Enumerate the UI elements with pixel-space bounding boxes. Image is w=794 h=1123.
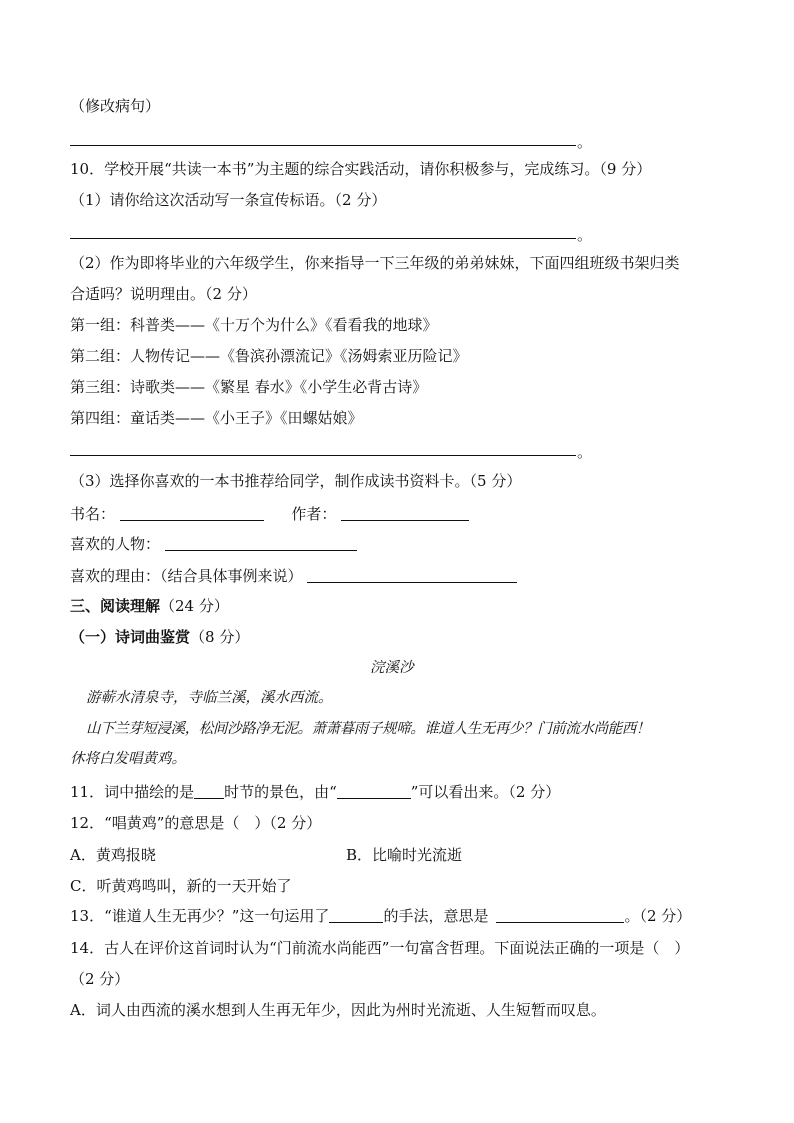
author-blank[interactable] <box>341 506 469 521</box>
poem-line-1: 山下兰芽短浸溪，松间沙路净无泥。萧萧暮雨子规啼。谁道人生无再少？门前流水尚能西！ <box>86 721 650 737</box>
question-12-option-a[interactable]: A．黄鸡报晓 <box>70 846 156 864</box>
subsection-1-score: （8 分） <box>190 628 250 646</box>
group-4: 第四组：童话类——《小王子》《田螺姑娘》 <box>70 409 363 427</box>
question-12-option-c[interactable]: C．听黄鸡鸣叫，新的一天开始了 <box>70 877 292 895</box>
meaning-blank[interactable] <box>496 908 624 923</box>
book-card-row-3 <box>70 565 517 585</box>
question-10-part-2-line-1: （2）作为即将毕业的六年级学生，你来指导一下三年级的弟弟妹妹，下面四组班级书架归类 <box>70 254 680 272</box>
question-13-part-1: 13．“谁道人生无再少？”这一句运用了 <box>70 907 330 925</box>
question-10-part-2-line-2: 合适吗？说明理由。（2 分） <box>70 285 257 303</box>
question-12-option-b[interactable]: B．比喻时光流逝 <box>346 846 463 864</box>
subsection-1-heading <box>70 627 249 647</box>
slogan-answer-period: 。 <box>577 226 593 244</box>
group-2: 第二组：人物传记——《鲁滨孙漂流记》《汤姆索亚历险记》 <box>70 347 468 365</box>
evidence-blank[interactable] <box>337 784 411 799</box>
favorite-character-label: 喜欢的人物： <box>70 535 161 553</box>
revise-note: （修改病句） <box>70 97 161 115</box>
question-10-part-3: （3）选择你喜欢的一本书推荐给同学，制作成读书资料卡。（5 分） <box>70 472 522 490</box>
group-3: 第三组：诗歌类——《繁星 春水》《小学生必背古诗》 <box>70 378 428 396</box>
question-14-option-a[interactable]: A．词人由西流的溪水想到人生再无年少，因此为州时光流逝、人生短暂而叹息。 <box>70 1001 606 1019</box>
question-10-stem: 10．学校开展“共读一本书”为主题的综合实践活动，请你积极参与，完成练习。（9 分） <box>70 160 652 178</box>
slogan-answer-line[interactable] <box>70 238 576 239</box>
author-label: 作者： <box>291 505 337 523</box>
question-13-part-3: 。（2 分） <box>624 907 692 925</box>
poem-line-2: 休将白发唱黄鸡。 <box>70 751 186 767</box>
poem-preface: 游蕲水清泉寺，寺临兰溪，溪水西流。 <box>86 690 333 706</box>
book-title-blank[interactable] <box>120 506 264 521</box>
favorite-reason-label: 喜欢的理由：（结合具体事例来说） <box>70 567 303 585</box>
reason-answer-line[interactable] <box>70 455 576 456</box>
question-13 <box>70 906 691 926</box>
answer-line-period: 。 <box>577 133 593 151</box>
section-3-title: 三、阅读理解 <box>70 597 161 615</box>
technique-blank[interactable] <box>329 908 383 923</box>
question-13-part-2: 的手法，意思是 <box>383 907 489 925</box>
reason-answer-period: 。 <box>577 443 593 461</box>
favorite-character-blank[interactable] <box>165 536 357 551</box>
section-3-heading <box>70 596 229 616</box>
section-3-score: （24 分） <box>160 597 229 615</box>
answer-line[interactable] <box>70 145 576 146</box>
season-blank[interactable] <box>194 784 224 799</box>
poem-title: 浣溪沙 <box>370 660 414 676</box>
book-card-row-1 <box>70 503 469 523</box>
question-11-part-1: 11．词中描绘的是 <box>70 783 195 801</box>
question-14-stem: 14．古人在评价这首词时认为“门前流水尚能西”一句富含哲理。下面说法正确的一项是（ ） <box>70 939 690 957</box>
question-12-stem: 12．“唱黄鸡”的意思是（ ）（2 分） <box>70 814 322 832</box>
question-11-part-3: ”可以看出来。（2 分） <box>410 783 561 801</box>
question-10-part-1: （1）请你给这次活动写一条宣传标语。（2 分） <box>70 191 387 209</box>
subsection-1-title: （一）诗词曲鉴赏 <box>70 628 191 646</box>
book-card-row-2 <box>70 533 357 553</box>
question-11-part-2: 时节的景色，由“ <box>224 783 337 801</box>
question-11 <box>70 782 560 802</box>
favorite-reason-blank[interactable] <box>307 568 517 583</box>
book-title-label: 书名： <box>70 505 116 523</box>
group-1: 第一组：科普类——《十万个为什么》《看看我的地球》 <box>70 316 438 334</box>
question-14-score: （2 分） <box>70 970 130 988</box>
